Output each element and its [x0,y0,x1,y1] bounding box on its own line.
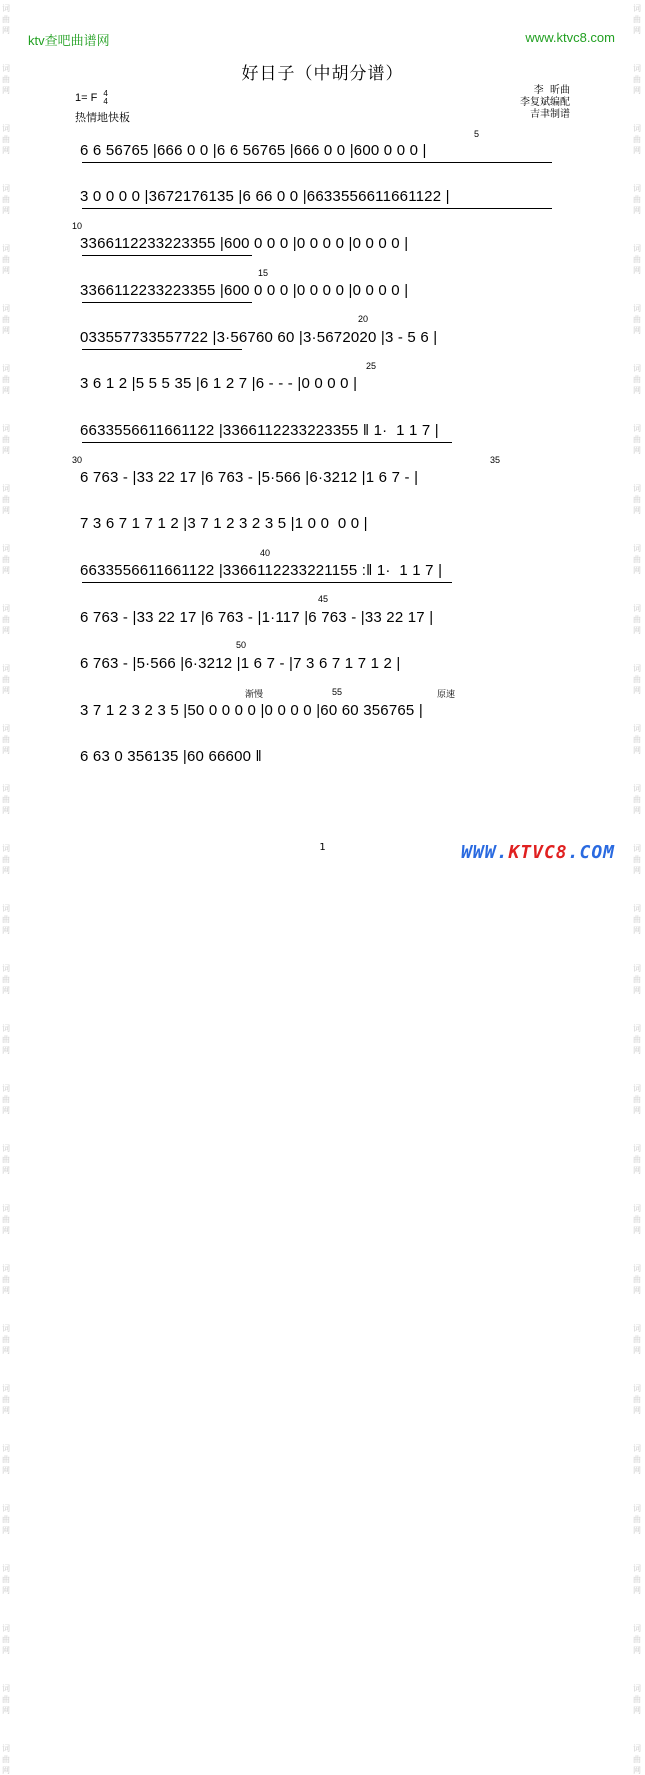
watermark-glyph: 词 [2,1264,10,1273]
watermark-glyph: 曲 [2,1215,10,1224]
system-text: 3366112233223355 |600 0 0 0 |0 0 0 0 |0 0 0 0 | [80,235,409,252]
watermark-glyph: 曲 [2,195,10,204]
tempo-marking: 热情地快板 [75,111,130,124]
watermark-glyph: 曲 [633,615,641,624]
watermark-glyph: 曲 [2,1515,10,1524]
notation-system-2 [80,186,570,210]
watermark-glyph: 曲 [2,1335,10,1344]
watermark-glyph: 曲 [633,495,641,504]
watermark-glyph: 词 [633,484,641,493]
watermark-glyph: 网 [633,1526,641,1535]
watermark-glyph: 曲 [2,615,10,624]
watermark-glyph: 词 [2,1684,10,1693]
watermark-glyph: 词 [2,1564,10,1573]
watermark-glyph: 曲 [2,315,10,324]
credit-arranger: 李复斌编配 [520,97,570,108]
notation-system-1 [80,140,570,164]
watermark-glyph: 网 [633,386,641,395]
watermark-glyph: 网 [633,1226,641,1235]
watermark-glyph: 词 [2,1504,10,1513]
footer-logo [461,842,615,863]
bar-number: 45 [318,594,329,604]
watermark-glyph: 词 [2,724,10,733]
watermark-glyph: 曲 [2,675,10,684]
watermark-glyph: 曲 [633,15,641,24]
watermark-glyph: 网 [2,26,10,35]
page-title: 好日子（中胡分谱） [241,64,404,84]
bar-number: 30 [72,455,83,465]
system-text: 6 763 - |33 22 17 |6 763 - |1·117 |6 763 - |33 22 17 | [80,609,434,626]
watermark-glyph: 曲 [633,1215,641,1224]
watermark-glyph: 曲 [633,1095,641,1104]
watermark-glyph: 词 [633,124,641,133]
watermark-glyph: 曲 [633,1155,641,1164]
bar-number: 35 [490,455,501,465]
watermark-glyph: 网 [2,1226,10,1235]
watermark-glyph: 网 [2,1046,10,1055]
watermark-glyph: 曲 [2,1095,10,1104]
bar-number: 5 [474,129,480,139]
watermark-glyph: 曲 [2,15,10,24]
tempo-mark-slow: 渐慢 [245,690,264,700]
watermark-glyph: 曲 [633,1515,641,1524]
watermark-glyph: 曲 [2,75,10,84]
watermark-glyph: 网 [2,446,10,455]
watermark-glyph: 网 [2,1526,10,1535]
watermark-glyph: 词 [2,1144,10,1153]
system-text: 6633556611661122 |3366112233223355 ‖ 1· 1 1 7 | [80,422,439,439]
watermark-glyph: 词 [2,664,10,673]
bar-number: 55 [332,687,343,697]
watermark-glyph: 词 [633,1324,641,1333]
watermark-glyph: 曲 [2,375,10,384]
system-text: 6 763 - |33 22 17 |6 763 - |5·566 |6·3212 |1 6 7 - | [80,469,419,486]
watermark-glyph: 词 [633,724,641,733]
watermark-glyph: 词 [2,244,10,253]
watermark-glyph: 曲 [2,135,10,144]
watermark-glyph: 词 [2,1204,10,1213]
watermark-glyph: 曲 [633,1335,641,1344]
time-top: 4 [103,89,108,98]
watermark-glyph: 词 [2,1024,10,1033]
watermark-glyph: 曲 [633,195,641,204]
watermark-glyph: 曲 [633,315,641,324]
notation-system-5 [80,327,570,351]
time-signature [103,90,107,106]
watermark-glyph: 词 [633,1744,641,1753]
watermark-glyph: 曲 [633,135,641,144]
watermark-glyph: 词 [2,484,10,493]
watermark-glyph: 曲 [2,1755,10,1764]
watermark-glyph: 曲 [2,1635,10,1644]
watermark-glyph: 曲 [2,1035,10,1044]
system-text: 3 7 1 2 3 2 3 5 |50 0 0 0 0 |0 0 0 0 |60 60 356765 | [80,702,423,719]
notation-system-8 [80,467,570,491]
watermark-glyph: 网 [633,1166,641,1175]
credit-composer: 李 昕曲 [533,85,570,96]
watermark-glyph: 曲 [2,1275,10,1284]
system-text: 7 3 6 7 1 7 1 2 |3 7 1 2 3 2 3 5 |1 0 0 0 0 | [80,515,368,532]
watermark-glyph: 曲 [2,975,10,984]
watermark-glyph: 词 [2,364,10,373]
watermark-glyph: 曲 [2,1695,10,1704]
watermark-glyph: 网 [633,1406,641,1415]
watermark-glyph: 网 [2,266,10,275]
watermark-glyph: 网 [2,146,10,155]
watermark-glyph: 曲 [633,375,641,384]
watermark-glyph: 网 [633,866,641,875]
bar-number: 40 [260,548,271,558]
watermark-glyph: 网 [633,1046,641,1055]
watermark-glyph: 词 [2,844,10,853]
watermark-glyph: 词 [633,364,641,373]
watermark-glyph: 网 [633,1466,641,1475]
system-text: 6633556611661122 |3366112233221155 :‖ 1· 1 1 7 | [80,562,443,579]
watermark-glyph: 词 [2,304,10,313]
watermark-glyph: 词 [633,184,641,193]
watermark-glyph: 网 [633,506,641,515]
watermark-glyph: 词 [633,1024,641,1033]
watermark-glyph: 网 [633,566,641,575]
watermark-glyph: 网 [633,746,641,755]
watermark-glyph: 网 [2,1166,10,1175]
notation-system-11 [80,607,570,631]
watermark-glyph: 曲 [633,915,641,924]
watermark-glyph: 曲 [633,255,641,264]
footer-logo-brand: KTVC8 [508,842,568,863]
system-text: 3366112233223355 |600 0 0 0 |0 0 0 0 |0 0 0 0 | [80,282,409,299]
watermark-glyph: 词 [2,4,10,13]
watermark-glyph: 网 [2,1346,10,1355]
watermark-glyph: 网 [2,1646,10,1655]
notation-system-7 [80,420,570,444]
watermark-glyph: 词 [633,4,641,13]
watermark-glyph: 曲 [2,1575,10,1584]
watermark-glyph: 词 [2,64,10,73]
system-text: 033557733557722 |3·56760 60 |3·5672020 |3 - 5 6 | [80,329,438,346]
watermark-glyph: 网 [2,386,10,395]
notation-system-12 [80,653,570,677]
watermark-glyph: 曲 [633,855,641,864]
watermark-glyph: 曲 [633,1275,641,1284]
system-text: 3 6 1 2 |5 5 5 35 |6 1 2 7 |6 - - - |0 0 0 0 | [80,375,358,392]
watermark-glyph: 词 [2,424,10,433]
watermark-glyph: 网 [2,206,10,215]
bar-number: 25 [366,361,377,371]
watermark-glyph: 曲 [2,255,10,264]
system-text: 3 0 0 0 0 |3672176135 |6 66 0 0 |6633556611661122 | [80,188,450,205]
watermark-glyph: 词 [2,184,10,193]
watermark-glyph: 网 [633,446,641,455]
watermark-glyph: 网 [2,1706,10,1715]
watermark-glyph: 网 [2,986,10,995]
watermark-glyph: 网 [633,686,641,695]
watermark-glyph: 网 [633,206,641,215]
watermark-glyph: 曲 [2,855,10,864]
watermark-glyph: 网 [2,566,10,575]
watermark-glyph: 词 [633,784,641,793]
credit-transcriber: 吉聿制谱 [530,109,570,120]
watermark-glyph: 网 [633,1286,641,1295]
notation-system-13 [80,700,570,724]
watermark-glyph: 曲 [633,795,641,804]
watermark-glyph: 网 [2,1406,10,1415]
notation-system-6 [80,373,570,397]
watermark-glyph: 网 [633,1106,641,1115]
watermark-glyph: 网 [2,86,10,95]
watermark-glyph: 曲 [633,975,641,984]
watermark-glyph: 词 [2,1324,10,1333]
watermark-glyph: 网 [2,1286,10,1295]
credits [520,85,570,121]
watermark-glyph: 曲 [2,795,10,804]
watermark-glyph: 网 [633,1586,641,1595]
watermark-glyph: 词 [633,544,641,553]
key-label: 1= F [75,91,98,104]
watermark-glyph: 网 [633,806,641,815]
watermark-glyph: 词 [2,1624,10,1633]
watermark-glyph: 曲 [633,1395,641,1404]
watermark-glyph: 词 [2,784,10,793]
watermark-glyph: 网 [633,626,641,635]
watermark-glyph: 词 [633,244,641,253]
watermark-glyph: 网 [2,1766,10,1775]
watermark-glyph: 词 [633,844,641,853]
watermark-glyph: 网 [633,1766,641,1775]
watermark-glyph: 词 [633,1144,641,1153]
time-bottom: 4 [103,97,108,106]
watermark-glyph: 网 [2,926,10,935]
watermark-glyph: 网 [633,326,641,335]
brand-left: ktv查吧曲谱网 [28,33,110,48]
watermark-glyph: 网 [633,1706,641,1715]
watermark-glyph: 曲 [2,735,10,744]
watermark-glyph: 词 [2,1444,10,1453]
watermark-glyph: 词 [2,964,10,973]
watermark-glyph: 曲 [2,555,10,564]
watermark-glyph: 词 [633,1384,641,1393]
watermark-glyph: 词 [633,1264,641,1273]
watermark-glyph: 网 [2,806,10,815]
watermark-glyph: 网 [633,986,641,995]
watermark-glyph: 曲 [633,675,641,684]
watermark-glyph: 网 [2,626,10,635]
watermark-glyph: 词 [633,304,641,313]
watermark-glyph: 曲 [2,1455,10,1464]
watermark-glyph: 网 [2,1586,10,1595]
watermark-glyph: 词 [2,1084,10,1093]
watermark-glyph: 词 [633,1444,641,1453]
watermark-glyph: 网 [2,866,10,875]
bar-number: 50 [236,640,247,650]
watermark-glyph: 网 [2,506,10,515]
watermark-glyph: 曲 [2,1395,10,1404]
notation-system-14 [80,746,570,770]
watermark-glyph: 词 [2,124,10,133]
watermark-glyph: 曲 [633,75,641,84]
system-text: 6 763 - |5·566 |6·3212 |1 6 7 - |7 3 6 7 1 7 1 2 | [80,655,401,672]
watermark-glyph: 曲 [633,1035,641,1044]
watermark-glyph: 词 [633,1564,641,1573]
watermark-glyph: 曲 [633,735,641,744]
watermark-glyph: 词 [633,664,641,673]
notation-system-10 [80,560,570,584]
watermark-glyph: 词 [2,904,10,913]
watermark-glyph: 网 [633,1646,641,1655]
watermark-glyph: 曲 [2,1155,10,1164]
watermark-glyph: 网 [2,326,10,335]
key-signature [75,90,108,106]
watermark-glyph: 网 [633,1346,641,1355]
system-text: 6 63 0 356135 |60 66600 ‖ [80,748,262,765]
watermark-glyph: 词 [633,424,641,433]
watermark-glyph: 词 [2,1384,10,1393]
watermark-glyph: 词 [633,1624,641,1633]
watermark-glyph: 曲 [633,1575,641,1584]
watermark-glyph: 词 [633,964,641,973]
watermark-glyph: 曲 [2,915,10,924]
watermark-glyph: 网 [633,146,641,155]
right-watermark-strip [631,0,645,1775]
watermark-glyph: 词 [633,1204,641,1213]
watermark-glyph: 网 [633,86,641,95]
watermark-glyph: 词 [633,904,641,913]
watermark-glyph: 曲 [633,435,641,444]
bar-number: 20 [358,314,369,324]
watermark-glyph: 词 [633,1504,641,1513]
watermark-glyph: 网 [2,1106,10,1115]
page-number: 1 [319,842,326,853]
watermark-glyph: 曲 [633,1695,641,1704]
watermark-glyph: 网 [633,926,641,935]
system-text: 6 6 56765 |666 0 0 |6 6 56765 |666 0 0 |600 0 0 0 | [80,142,427,159]
watermark-glyph: 词 [633,1684,641,1693]
watermark-glyph: 网 [633,266,641,275]
footer-logo-prefix: WWW. [461,842,509,863]
notation-system-9 [80,513,570,537]
bar-number: 15 [258,268,269,278]
bar-number: 10 [72,221,83,231]
watermark-glyph: 词 [2,1744,10,1753]
watermark-glyph: 词 [633,1084,641,1093]
watermark-glyph: 曲 [633,1755,641,1764]
watermark-glyph: 网 [633,26,641,35]
tempo-mark-original: 原速 [437,690,456,700]
watermark-glyph: 词 [633,604,641,613]
watermark-glyph: 曲 [2,495,10,504]
watermark-glyph: 网 [2,686,10,695]
footer-logo-suffix: .COM [567,842,615,863]
watermark-glyph: 词 [2,544,10,553]
notation-system-3 [80,233,570,257]
watermark-glyph: 曲 [633,1455,641,1464]
watermark-glyph: 词 [2,604,10,613]
notation-system-4 [80,280,570,304]
watermark-glyph: 曲 [2,435,10,444]
watermark-glyph: 词 [633,64,641,73]
watermark-glyph: 网 [2,1466,10,1475]
watermark-glyph: 曲 [633,1635,641,1644]
watermark-glyph: 曲 [633,555,641,564]
brand-right: www.ktvc8.com [525,30,615,45]
left-watermark-strip [0,0,14,1775]
watermark-glyph: 网 [2,746,10,755]
